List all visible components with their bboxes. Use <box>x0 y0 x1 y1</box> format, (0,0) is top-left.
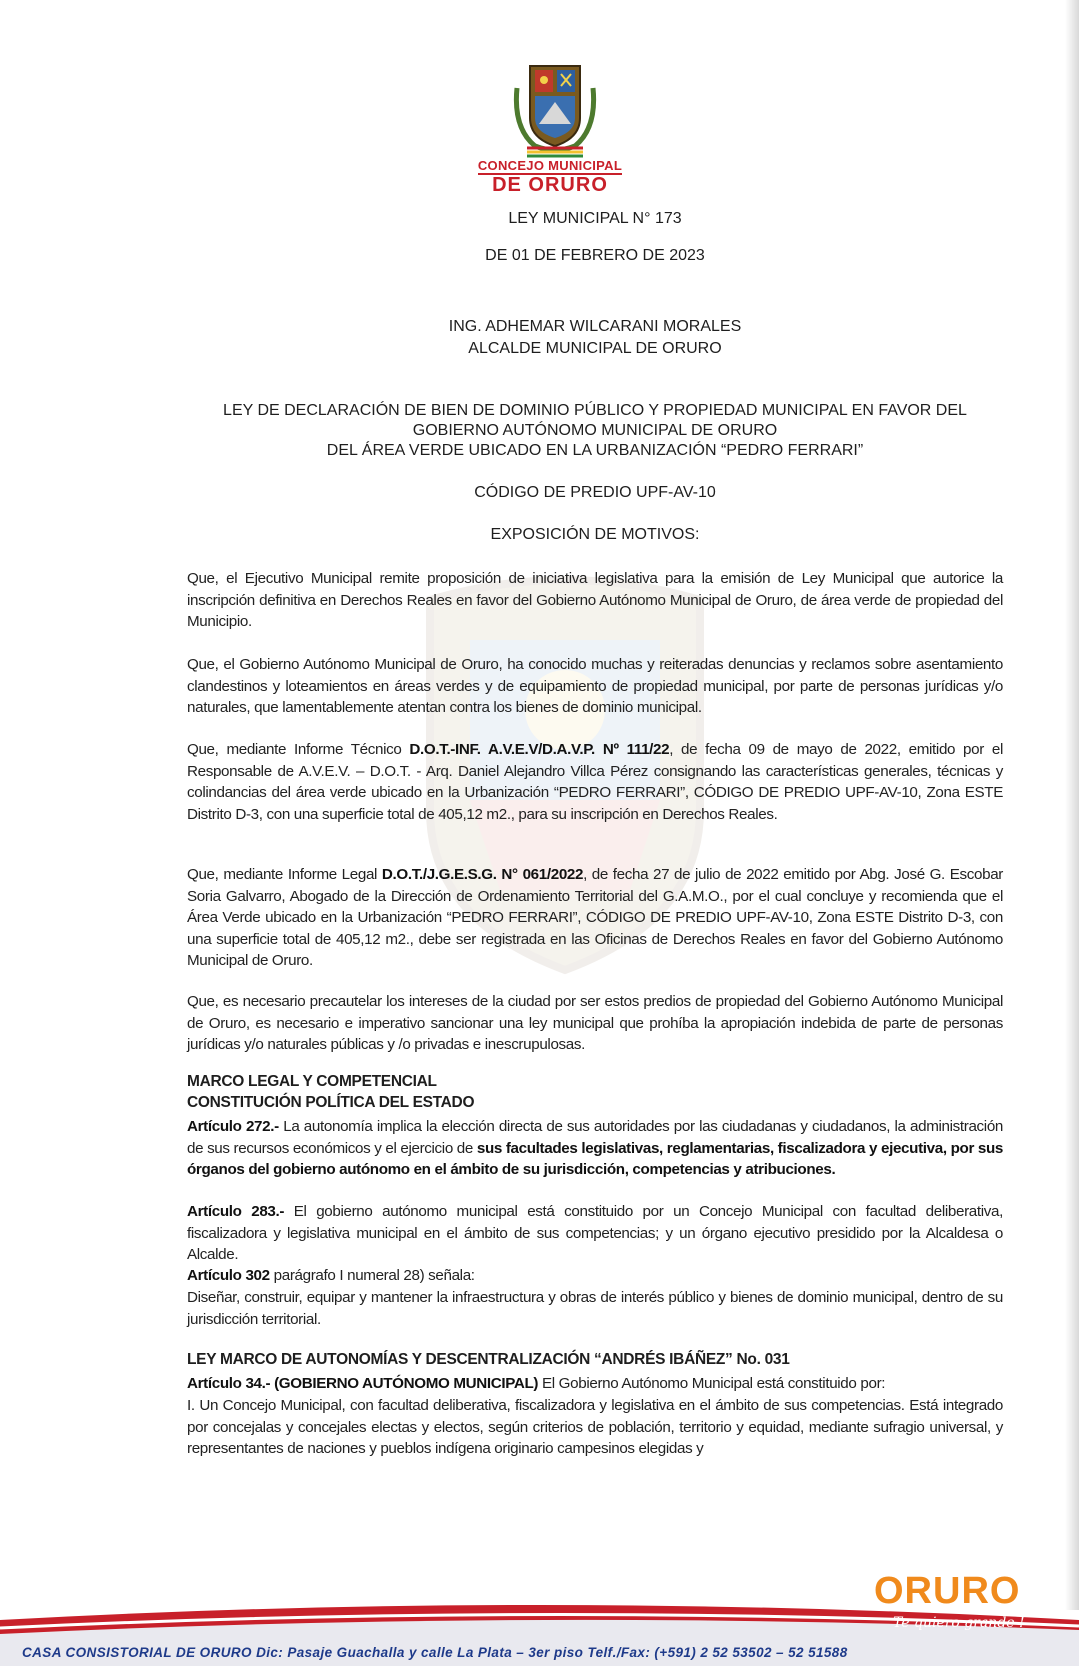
paragraph-4-text-c: , de fecha 27 de julio de 2022 emitido por Abg. José G. Escobar Soria Galvarro, Abogado de la Dirección de Ordenamiento Territorial del G.A.M.O., por el cual concluye y recomienda que el Área Verde ubicado en la Urbanización “PEDRO FERRARI”, CÓDIGO DE PREDIO UPF-AV-10, Zona ESTE Distrito D-3, con una superficie total de 405,12 m2., debe ser registrada en las Oficinas de Derechos Reales en favor del Gobierno Autónomo Municipal de Oruro. <box>187 866 1003 969</box>
oruro-slogan: Te quiero grande ! <box>893 1615 1025 1631</box>
article-34 <box>187 1373 1003 1395</box>
law-number: LEY MUNICIPAL N° 173 <box>508 210 682 227</box>
article-283 <box>187 1201 1003 1266</box>
technical-report-reference: D.O.T.-INF. A.V.E.V/D.A.V.P. Nº 111/22 <box>409 741 670 758</box>
article-283-label: Artículo 283.- <box>187 1203 285 1220</box>
article-272 <box>187 1116 1003 1181</box>
municipal-coat-of-arms-icon <box>505 58 605 158</box>
autonomy-law-heading: LEY MARCO DE AUTONOMÍAS Y DESCENTRALIZACIÓN “ANDRÉS IBÁÑEZ” No. 031 <box>187 1351 790 1368</box>
mayor-title: ALCALDE MUNICIPAL DE ORURO <box>468 340 722 357</box>
exposition-heading: EXPOSICIÓN DE MOTIVOS: <box>490 526 700 543</box>
paragraph-3 <box>187 739 1003 825</box>
paragraph-2: Que, el Gobierno Autónomo Municipal de Oruro, ha conocido muchas y reiteradas denuncias y reclamos sobre asentamiento clandestinos y loteamientos en áreas verdes y de equipamiento de propiedad municipal, por parte de personas jurídicas y/o naturales, que lamentablemente atentan contra los bienes de dominio municipal. <box>187 656 1003 716</box>
law-title-line-3: DEL ÁREA VERDE UBICADO EN LA URBANIZACIÓN “PEDRO FERRARI” <box>326 442 864 459</box>
mayor-name: ING. ADHEMAR WILCARANI MORALES <box>448 318 742 335</box>
article-272-bold-text: sus facultades legislativas, reglamentarias, fiscalizadora y ejecutiva, por sus órganos del gobierno autónomo en el ámbito de su jurisdicción, competencias y atribuciones. <box>187 1139 1003 1178</box>
article-283-text: El gobierno autónomo municipal está constituido por un Concejo Municipal con facultad deliberativa, fiscalizadora y legislativa municipal en el ámbito de sus competencias; y un órgano ejecutivo presidido por la Alcaldesa o Alcalde. <box>187 1203 1003 1263</box>
article-302-text: parágrafo I numeral 28) señala: <box>269 1267 475 1284</box>
paragraph-3-text-a: Que, mediante Informe Técnico <box>187 741 410 758</box>
article-272-label: Artículo 272.- <box>187 1118 279 1135</box>
article-34-text: El Gobierno Autónomo Municipal está constituido por: <box>538 1375 886 1392</box>
brand-line-2: DE ORURO <box>492 174 608 196</box>
article-34-body: I. Un Concejo Municipal, con facultad deliberativa, fiscalizadora y legislativa en el ámbito de sus competencias. Está integrado por concejalas y concejales electas y electos, según criterios de población, territorio y equidad, mediante sufragio universal, y representantes de naciones y pueblos indígena originario campesinos elegidas y <box>187 1397 1003 1457</box>
article-302-body: Diseñar, construir, equipar y mantener la infraestructura y obras de interés público y bienes de dominio municipal, dentro de su jurisdicción territorial. <box>187 1289 1003 1328</box>
brand-line-1: CONCEJO MUNICIPAL <box>477 158 623 173</box>
article-34-label: Artículo 34.- (GOBIERNO AUTÓNOMO MUNICIPAL) <box>187 1375 539 1392</box>
paragraph-1: Que, el Ejecutivo Municipal remite proposición de iniciativa legislativa para la emisión de Ley Municipal que autorice la inscripción definitiva en Derechos Reales en favor del Gobierno Autónomo Municipal de Oruro, de área verde de propiedad del Municipio. <box>187 570 1003 630</box>
law-title-line-1: LEY DE DECLARACIÓN DE BIEN DE DOMINIO PÚBLICO Y PROPIEDAD MUNICIPAL EN FAVOR DEL <box>223 402 967 419</box>
page-edge-shadow <box>1065 0 1079 1610</box>
legal-framework-heading: MARCO LEGAL Y COMPETENCIAL <box>187 1073 437 1090</box>
constitution-heading: CONSTITUCIÓN POLÍTICA DEL ESTADO <box>187 1094 475 1111</box>
law-date: DE 01 DE FEBRERO DE 2023 <box>485 247 705 264</box>
article-302-label: Artículo 302 <box>187 1267 270 1284</box>
law-title-line-2: GOBIERNO AUTÓNOMO MUNICIPAL DE ORURO <box>412 422 778 439</box>
paragraph-5: Que, es necesario precautelar los intereses de la ciudad por ser estos predios de propiedad del Gobierno Autónomo Municipal de Oruro, es necesario e imperativo sancionar una ley municipal que prohíba la apropiación indebida de parte de personas jurídicas y/o naturales públicas y /o privadas e inescrupulosas. <box>187 993 1003 1053</box>
article-272-text: La autonomía implica la elección directa de sus autoridades por las ciudadanas y ciudadanos, la administración de sus recursos económicos y el ejercicio de <box>187 1118 1004 1157</box>
legal-report-reference: D.O.T./J.G.E.S.G. N° 061/2022 <box>381 866 584 883</box>
council-brand <box>470 157 630 195</box>
paragraph-3-text-c: , de fecha 09 de mayo de 2022, emitido por el Responsable de A.V.E.V. – D.O.T. - Arq. Daniel Alejandro Villca Pérez consignando las características generales, técnicas y colindancias del área verde ubicado en la Urbanización “PEDRO FERRARI”, CÓDIGO DE PREDIO UPF-AV-10, Zona ESTE Distrito D-3, con una superficie total de 405,12 m2., para su inscripción en Derechos Reales. <box>187 741 1003 823</box>
paragraph-4-text-a: Que, mediante Informe Legal <box>187 866 382 883</box>
paragraph-4 <box>187 864 1003 972</box>
article-302 <box>187 1265 1003 1287</box>
predio-code: CÓDIGO DE PREDIO UPF-AV-10 <box>474 484 716 501</box>
oruro-logo-word: ORURO <box>874 1570 1021 1612</box>
footer-address: CASA CONSISTORIAL DE ORURO Dic: Pasaje Guachalla y calle La Plata – 3er piso Telf./Fax: (+591) 2 52 53502 – 52 51588 <box>22 1645 848 1660</box>
